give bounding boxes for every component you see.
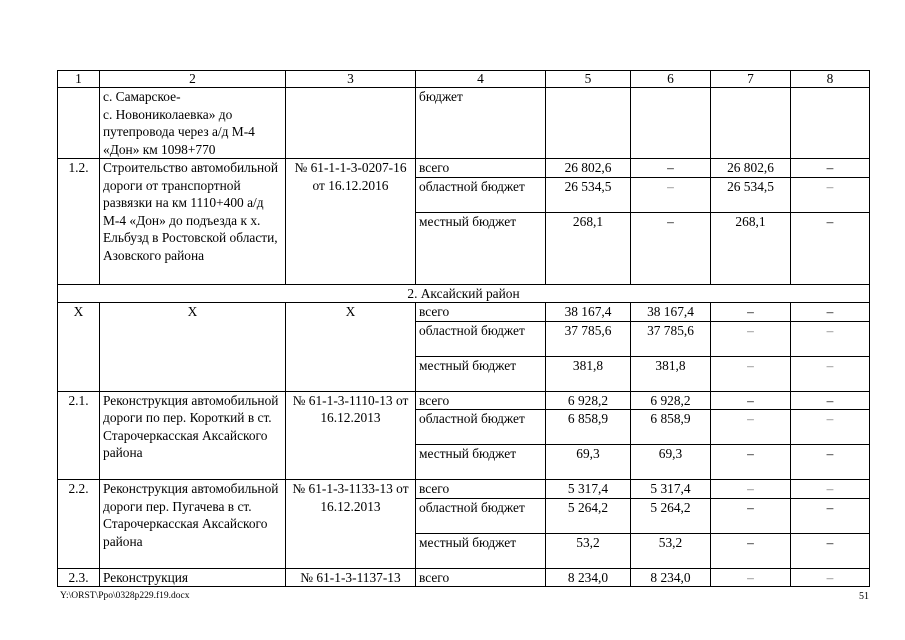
header-cell: 1 [58, 71, 100, 88]
funding-type-cell: местный бюджет [416, 445, 546, 480]
header-cell: 2 [100, 71, 286, 88]
value-cell: – [791, 177, 870, 212]
value-cell: 37 785,6 [631, 321, 711, 356]
value-cell: 268,1 [711, 212, 791, 284]
value-cell: 5 317,4 [546, 480, 631, 499]
funding-type-cell: местный бюджет [416, 533, 546, 568]
value-cell: – [631, 212, 711, 284]
value-cell: – [791, 303, 870, 322]
section-title: 2. Аксайский район [58, 284, 870, 303]
funding-type-cell: бюджет [416, 88, 546, 159]
document-cell: № 61-1-3-1110-13 от 16.12.2013 [286, 391, 416, 480]
value-cell [631, 88, 711, 159]
object-name-cell: Х [100, 303, 286, 392]
header-cell: 4 [416, 71, 546, 88]
value-cell: – [711, 480, 791, 499]
table-row [58, 88, 870, 159]
value-cell: 8 234,0 [631, 568, 711, 587]
row-number-cell: 2.2. [58, 480, 100, 569]
table-row [58, 159, 870, 178]
funding-type-cell: всего [416, 568, 546, 587]
header-cell: 7 [711, 71, 791, 88]
value-cell: – [711, 321, 791, 356]
funding-type-cell: областной бюджет [416, 321, 546, 356]
page-number: 51 [859, 591, 869, 602]
value-cell: – [711, 303, 791, 322]
value-cell: – [791, 356, 870, 391]
value-cell: – [791, 445, 870, 480]
document-cell [286, 88, 416, 159]
value-cell: 5 264,2 [546, 498, 631, 533]
value-cell: 53,2 [631, 533, 711, 568]
funding-type-cell: всего [416, 480, 546, 499]
value-cell: 53,2 [546, 533, 631, 568]
value-cell: 37 785,6 [546, 321, 631, 356]
document-cell: Х [286, 303, 416, 392]
value-cell: – [711, 356, 791, 391]
funding-type-cell: всего [416, 159, 546, 178]
value-cell: – [711, 568, 791, 587]
value-cell: 26 802,6 [711, 159, 791, 178]
value-cell: – [631, 159, 711, 178]
funding-type-cell: областной бюджет [416, 177, 546, 212]
value-cell: – [791, 212, 870, 284]
row-number-cell: 2.3. [58, 568, 100, 587]
funding-type-cell: местный бюджет [416, 212, 546, 284]
document-cell: № 61-1-1-3-0207-16 от 16.12.2016 [286, 159, 416, 285]
funding-type-cell: всего [416, 303, 546, 322]
value-cell: 69,3 [631, 445, 711, 480]
document-cell: № 61-1-3-1133-13 от 16.12.2013 [286, 480, 416, 569]
funding-type-cell: всего [416, 391, 546, 410]
value-cell: 381,8 [631, 356, 711, 391]
header-cell: 3 [286, 71, 416, 88]
table-row [58, 391, 870, 410]
header-cell: 6 [631, 71, 711, 88]
table-row [58, 568, 870, 587]
value-cell: – [791, 498, 870, 533]
value-cell: 8 234,0 [546, 568, 631, 587]
value-cell: 268,1 [546, 212, 631, 284]
value-cell: 6 858,9 [631, 410, 711, 445]
value-cell: – [711, 410, 791, 445]
value-cell: – [711, 445, 791, 480]
table-row [58, 303, 870, 322]
value-cell [711, 88, 791, 159]
table-row [58, 480, 870, 499]
value-cell: – [791, 321, 870, 356]
object-name-cell: Строительство автомобильной дороги от транспортной развязки на км 1110+400 а/д М-4 «Дон» до подъезда к х. Ельбузд в Ростовской области, Азовского района [100, 159, 286, 285]
table-header-row [58, 71, 870, 88]
value-cell: – [711, 533, 791, 568]
value-cell: 26 534,5 [546, 177, 631, 212]
header-cell: 5 [546, 71, 631, 88]
value-cell: 38 167,4 [546, 303, 631, 322]
header-cell: 8 [791, 71, 870, 88]
value-cell: – [791, 159, 870, 178]
value-cell: – [791, 410, 870, 445]
value-cell: – [631, 177, 711, 212]
value-cell: – [791, 480, 870, 499]
budget-table [57, 70, 870, 587]
value-cell: – [791, 568, 870, 587]
value-cell: 5 317,4 [631, 480, 711, 499]
row-number-cell [58, 88, 100, 159]
value-cell: – [791, 391, 870, 410]
section-header-row [58, 284, 870, 303]
value-cell: 38 167,4 [631, 303, 711, 322]
value-cell: 5 264,2 [631, 498, 711, 533]
value-cell: 26 802,6 [546, 159, 631, 178]
document-cell: № 61-1-3-1137-13 [286, 568, 416, 587]
object-name-cell: Реконструкция автомобильной дороги по пер. Короткий в ст. Старочеркасская Аксайского района [100, 391, 286, 480]
value-cell [546, 88, 631, 159]
row-number-cell: 1.2. [58, 159, 100, 285]
funding-type-cell: областной бюджет [416, 410, 546, 445]
funding-type-cell: местный бюджет [416, 356, 546, 391]
value-cell: 6 928,2 [631, 391, 711, 410]
value-cell: – [711, 391, 791, 410]
value-cell: – [711, 498, 791, 533]
footer-file-path: Y:\ORST\Ppo\0328p229.f19.docx [60, 591, 190, 601]
value-cell: – [791, 533, 870, 568]
value-cell: 381,8 [546, 356, 631, 391]
value-cell: 69,3 [546, 445, 631, 480]
row-number-cell: Х [58, 303, 100, 392]
object-name-cell: с. Самарское- с. Новониколаевка» до путепровода через а/д М-4 «Дон» км 1098+770 [100, 88, 286, 159]
funding-type-cell: областной бюджет [416, 498, 546, 533]
value-cell: 6 928,2 [546, 391, 631, 410]
object-name-cell: Реконструкция автомобильной дороги пер. Пугачева в ст. Старочеркасская Аксайского района [100, 480, 286, 569]
row-number-cell: 2.1. [58, 391, 100, 480]
value-cell: 6 858,9 [546, 410, 631, 445]
value-cell: 26 534,5 [711, 177, 791, 212]
value-cell [791, 88, 870, 159]
object-name-cell: Реконструкция [100, 568, 286, 587]
